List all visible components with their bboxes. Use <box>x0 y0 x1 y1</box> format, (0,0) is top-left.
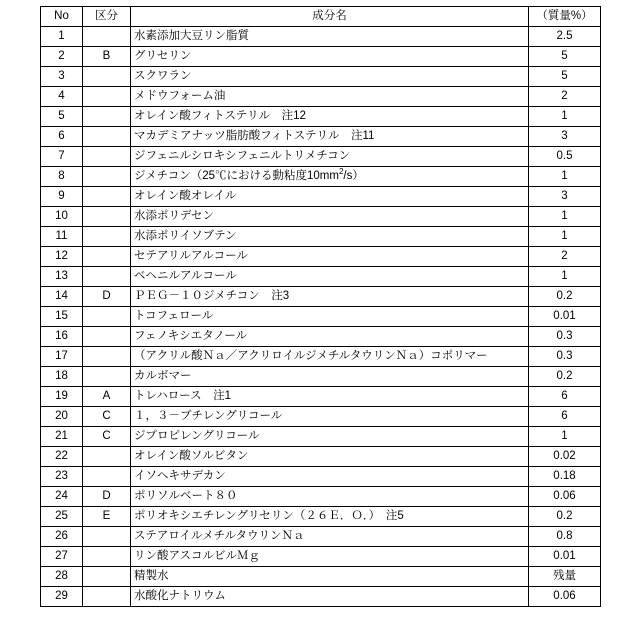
cell-amount: 0.01 <box>529 307 601 327</box>
cell-amount: 0.2 <box>529 367 601 387</box>
cell-name: 精製水 <box>131 567 529 587</box>
cell-name: トコフェロール <box>131 307 529 327</box>
cell-name: カルボマー <box>131 367 529 387</box>
cell-classification <box>83 547 131 567</box>
cell-name: オレイン酸オレイル <box>131 187 529 207</box>
cell-name: （アクリル酸Ｎａ／アクリロイルジメチルタウリンＮａ）コポリマー <box>131 347 529 367</box>
table-row <box>41 147 601 167</box>
cell-classification <box>83 307 131 327</box>
cell-name: ステアロイルメチルタウリンＮａ <box>131 527 529 547</box>
cell-name: リン酸アスコルビルＭｇ <box>131 547 529 567</box>
cell-name: セテアリルアルコール <box>131 247 529 267</box>
cell-classification <box>83 247 131 267</box>
cell-no: 26 <box>41 527 83 547</box>
cell-classification <box>83 267 131 287</box>
table-row <box>41 127 601 147</box>
cell-amount: 6 <box>529 387 601 407</box>
table-row <box>41 307 601 327</box>
table-row <box>41 487 601 507</box>
cell-amount: 0.01 <box>529 547 601 567</box>
cell-amount: 0.2 <box>529 507 601 527</box>
cell-no: 29 <box>41 587 83 607</box>
table-row <box>41 407 601 427</box>
cell-amount: 1 <box>529 107 601 127</box>
cell-classification <box>83 587 131 607</box>
cell-name: イソヘキサデカン <box>131 467 529 487</box>
cell-amount: 5 <box>529 67 601 87</box>
cell-no: 22 <box>41 447 83 467</box>
cell-name: ジプロピレングリコール <box>131 427 529 447</box>
cell-no: 17 <box>41 347 83 367</box>
cell-classification: C <box>83 407 131 427</box>
cell-no: 18 <box>41 367 83 387</box>
cell-name: フェノキシエタノール <box>131 327 529 347</box>
cell-no: 20 <box>41 407 83 427</box>
table-row <box>41 427 601 447</box>
table-row <box>41 267 601 287</box>
cell-no: 11 <box>41 227 83 247</box>
cell-name: ＰＥＧ－１０ジメチコン 注3 <box>131 287 529 307</box>
ingredients-table <box>40 6 601 607</box>
cell-amount: 0.3 <box>529 327 601 347</box>
table-row <box>41 527 601 547</box>
cell-classification <box>83 107 131 127</box>
table-row <box>41 387 601 407</box>
cell-classification <box>83 527 131 547</box>
cell-amount: 0.18 <box>529 467 601 487</box>
table-row <box>41 167 601 187</box>
cell-amount: 1 <box>529 227 601 247</box>
cell-amount: 0.06 <box>529 587 601 607</box>
cell-amount: 2 <box>529 247 601 267</box>
table-row <box>41 327 601 347</box>
cell-no: 9 <box>41 187 83 207</box>
cell-classification: D <box>83 487 131 507</box>
cell-no: 19 <box>41 387 83 407</box>
table-row <box>41 507 601 527</box>
cell-amount: 3 <box>529 127 601 147</box>
table-row <box>41 247 601 267</box>
cell-no: 27 <box>41 547 83 567</box>
cell-classification <box>83 227 131 247</box>
table-row <box>41 287 601 307</box>
cell-amount: 0.2 <box>529 287 601 307</box>
cell-amount: 0.5 <box>529 147 601 167</box>
cell-no: 1 <box>41 27 83 47</box>
cell-amount: 0.02 <box>529 447 601 467</box>
cell-no: 10 <box>41 207 83 227</box>
cell-amount: 1 <box>529 267 601 287</box>
column-header-amount: （質量%） <box>529 7 601 27</box>
cell-classification: A <box>83 387 131 407</box>
cell-amount: 2.5 <box>529 27 601 47</box>
cell-no: 3 <box>41 67 83 87</box>
cell-name: 水素添加大豆リン脂質 <box>131 27 529 47</box>
cell-name: ポリオキシエチレングリセリン（２６Ｅ．Ｏ．） 注5 <box>131 507 529 527</box>
cell-name: トレハロース 注1 <box>131 387 529 407</box>
cell-no: 14 <box>41 287 83 307</box>
cell-no: 23 <box>41 467 83 487</box>
table-row <box>41 367 601 387</box>
cell-amount: 3 <box>529 187 601 207</box>
cell-classification: C <box>83 427 131 447</box>
table-header-row <box>41 7 601 27</box>
cell-name: メドウフォーム油 <box>131 87 529 107</box>
table-row <box>41 227 601 247</box>
cell-classification <box>83 147 131 167</box>
cell-amount: 2 <box>529 87 601 107</box>
cell-name: スクワラン <box>131 67 529 87</box>
cell-name: オレイン酸フィトステリル 注12 <box>131 107 529 127</box>
cell-amount: 1 <box>529 427 601 447</box>
cell-name: ベヘニルアルコール <box>131 267 529 287</box>
cell-no: 8 <box>41 167 83 187</box>
table-row <box>41 27 601 47</box>
cell-amount: 1 <box>529 167 601 187</box>
table-row <box>41 587 601 607</box>
cell-classification <box>83 447 131 467</box>
table-row <box>41 87 601 107</box>
cell-classification <box>83 27 131 47</box>
cell-name: 水添ポリデセン <box>131 207 529 227</box>
cell-name: 水添ポリイソブテン <box>131 227 529 247</box>
table-row <box>41 47 601 67</box>
cell-amount: 0.06 <box>529 487 601 507</box>
cell-amount: 0.3 <box>529 347 601 367</box>
cell-classification <box>83 467 131 487</box>
cell-no: 12 <box>41 247 83 267</box>
table-row <box>41 347 601 367</box>
cell-classification <box>83 87 131 107</box>
column-header-name: 成分名 <box>131 7 529 27</box>
table-row <box>41 107 601 127</box>
cell-no: 4 <box>41 87 83 107</box>
cell-no: 5 <box>41 107 83 127</box>
table-row <box>41 547 601 567</box>
cell-name: １，３－ブチレングリコール <box>131 407 529 427</box>
cell-name: グリセリン <box>131 47 529 67</box>
cell-no: 28 <box>41 567 83 587</box>
cell-classification <box>83 127 131 147</box>
cell-no: 6 <box>41 127 83 147</box>
cell-name: オレイン酸ソルビタン <box>131 447 529 467</box>
cell-classification: D <box>83 287 131 307</box>
cell-no: 7 <box>41 147 83 167</box>
table-row <box>41 187 601 207</box>
cell-amount: 残量 <box>529 567 601 587</box>
cell-no: 16 <box>41 327 83 347</box>
cell-no: 15 <box>41 307 83 327</box>
cell-classification <box>83 67 131 87</box>
column-header-no: No <box>41 7 83 27</box>
cell-no: 24 <box>41 487 83 507</box>
cell-no: 25 <box>41 507 83 527</box>
cell-name: 水酸化ナトリウム <box>131 587 529 607</box>
cell-classification <box>83 167 131 187</box>
cell-name: ジメチコン（25℃における動粘度$10mm^2/s$） <box>131 167 529 187</box>
cell-amount: 5 <box>529 47 601 67</box>
cell-classification <box>83 567 131 587</box>
table-row <box>41 567 601 587</box>
cell-classification <box>83 367 131 387</box>
cell-classification <box>83 347 131 367</box>
table-row <box>41 467 601 487</box>
superscript: 2 <box>338 167 344 177</box>
cell-classification <box>83 207 131 227</box>
cell-no: 2 <box>41 47 83 67</box>
cell-classification: B <box>83 47 131 67</box>
cell-no: 13 <box>41 267 83 287</box>
cell-amount: 1 <box>529 207 601 227</box>
table-row <box>41 67 601 87</box>
cell-name: マカデミアナッツ脂肪酸フィトステリル 注11 <box>131 127 529 147</box>
cell-amount: 0.8 <box>529 527 601 547</box>
cell-amount: 6 <box>529 407 601 427</box>
cell-classification: E <box>83 507 131 527</box>
cell-name: ジフェニルシロキシフェニルトリメチコン <box>131 147 529 167</box>
cell-classification <box>83 187 131 207</box>
cell-name: ポリソルベート８０ <box>131 487 529 507</box>
column-header-classification: 区分 <box>83 7 131 27</box>
cell-no: 21 <box>41 427 83 447</box>
cell-classification <box>83 327 131 347</box>
table-body <box>41 27 601 607</box>
table-row <box>41 207 601 227</box>
table-row <box>41 447 601 467</box>
